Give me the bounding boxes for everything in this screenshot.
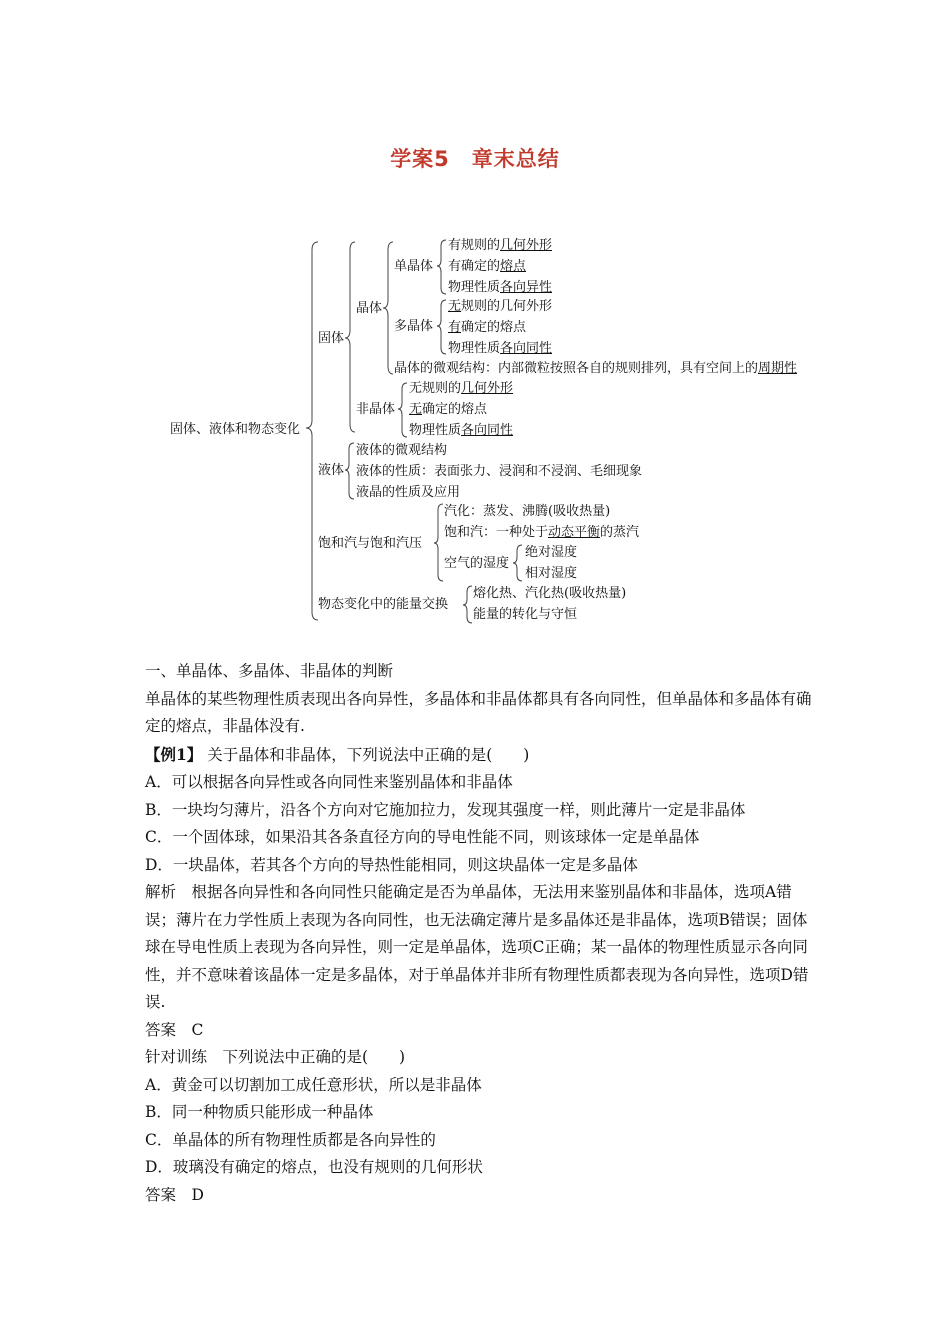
energy-item-1: 熔化热、汽化热(吸收热量) (473, 586, 627, 601)
drill-question: 针对训练 下列说法中正确的是( ) (145, 1048, 406, 1066)
amorph-item-1: 无规则的几何外形 (409, 381, 514, 396)
single-item-1: 有规则的几何外形 (448, 238, 553, 253)
poly-item-3: 物理性质各向同性 (448, 341, 553, 356)
drill-option-c: C．单晶体的所有物理性质都是各向异性的 (145, 1130, 436, 1149)
root-brace (306, 242, 318, 620)
section-text: 单晶体的某些物理性质表现出各向异性，多晶体和非晶体都具有各向同性，但单晶体和多晶体有确定的熔点，非晶体没有. (145, 689, 812, 735)
poly-item-1: 无规则的几何外形 (448, 299, 553, 314)
energy-label: 物态变化中的能量交换 (318, 597, 449, 612)
amorph-item-3: 物理性质各向同性 (409, 423, 514, 438)
solid-brace (345, 242, 355, 432)
vapor-item-2: 饱和汽：一种处于动态平衡的蒸汽 (444, 525, 640, 540)
answer-1: 答案 C (145, 1020, 204, 1039)
amorph-brace (398, 383, 407, 437)
vapor-label: 饱和汽与饱和汽压 (318, 536, 423, 551)
analysis: 解析 根据各向异性和各向同性只能确定是否为单晶体，无法用来鉴别晶体和非晶体，选项A错误；薄片在力学性质上表现为各向同性，也无法确定薄片是多晶体还是非晶体，选项B错误；固体球在导电性质上表现为各向异性，则一定是单晶体，选项C正确；某一晶体的物理性质显示各向同性，并不意味着该晶体一定是多晶体，对于单晶体并非所有物理性质都表现为各向异性，选项D错误. (145, 883, 809, 1011)
option-d: D．一块晶体，若其各个方向的导热性能相同，则这块晶体一定是多晶体 (145, 855, 638, 874)
vapor-item-1: 汽化：蒸发、沸腾(吸收热量) (444, 504, 611, 519)
liquid-item-3: 液晶的性质及应用 (356, 485, 461, 500)
page-title: 学案5 章末总结 (390, 147, 560, 171)
humidity-label: 空气的湿度 (444, 556, 510, 571)
solid-label: 固体 (318, 331, 345, 346)
liquid-brace (345, 443, 354, 499)
crystal-brace (383, 242, 393, 374)
amorphous-label: 非晶体 (356, 402, 396, 417)
drill-option-a: A．黄金可以切割加工成任意形状，所以是非晶体 (145, 1075, 482, 1094)
single-item-3: 物理性质各向异性 (448, 280, 553, 295)
crystal-label: 晶体 (356, 301, 383, 316)
option-a: A．可以根据各向异性或各向同性来鉴别晶体和非晶体 (145, 773, 513, 791)
humidity-item-1: 绝对湿度 (525, 545, 578, 560)
option-b: B．一块均匀薄片，沿各个方向对它施加拉力，发现其强度一样，则此薄片一定是非晶体 (145, 800, 746, 819)
root-label: 固体、液体和物态变化 (170, 422, 301, 437)
example-question: 【例1】 关于晶体和非晶体，下列说法中正确的是( ) (145, 744, 530, 764)
option-c: C．一个固体球，如果沿其各条直径方向的导电性能不同，则该球体一定是单晶体 (145, 828, 700, 846)
main-content (145, 658, 815, 1209)
section-heading: 一、单晶体、多晶体、非晶体的判断 (145, 662, 394, 680)
energy-item-2: 能量的转化与守恒 (473, 607, 578, 622)
humidity-brace (513, 545, 522, 581)
vapor-brace (434, 504, 443, 581)
answer-2: 答案 D (145, 1185, 204, 1204)
drill-option-b: B．同一种物质只能形成一种晶体 (145, 1103, 374, 1121)
poly-brace (437, 300, 446, 354)
amorph-item-2: 无确定的熔点 (409, 402, 488, 417)
liquid-item-2: 液体的性质：表面张力、浸润和不浸润、毛细现象 (356, 464, 643, 479)
liquid-item-1: 液体的微观结构 (356, 443, 448, 458)
single-crystal-label: 单晶体 (394, 259, 434, 274)
poly-crystal-label: 多晶体 (394, 319, 434, 334)
liquid-label: 液体 (318, 463, 345, 478)
drill-option-d: D．玻璃没有确定的熔点，也没有规则的几何形状 (145, 1158, 483, 1176)
crystal-micro-structure: 晶体的微观结构：内部微粒按照各自的规则排列，具有空间上的周期性 (394, 361, 798, 376)
single-brace (437, 240, 446, 294)
poly-item-2: 有确定的熔点 (448, 320, 527, 335)
energy-brace (463, 586, 472, 623)
humidity-item-2: 相对湿度 (525, 566, 578, 581)
single-item-2: 有确定的熔点 (448, 259, 527, 274)
example-tag: 【例1】 (145, 744, 203, 764)
